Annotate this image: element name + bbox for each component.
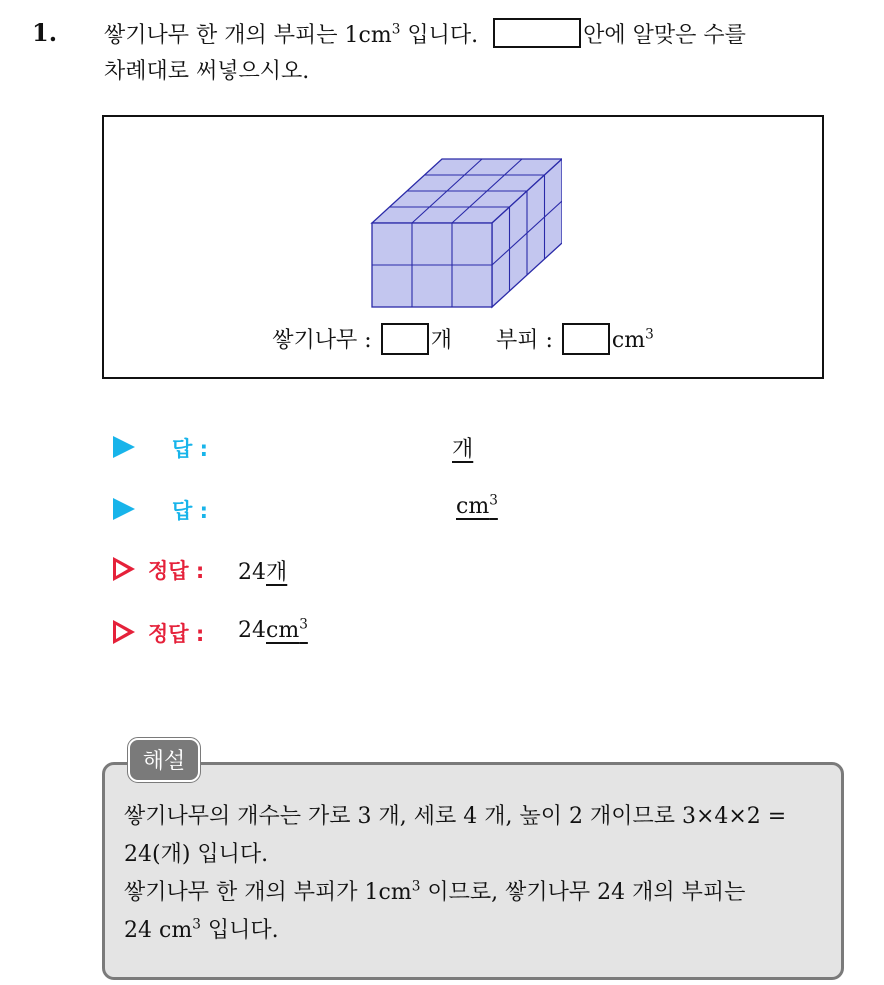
- volume-label: 부피 :: [495, 328, 553, 353]
- explanation-tag: 해설: [128, 738, 200, 782]
- answer-unit: [456, 494, 498, 519]
- question-text-line2: 차례대로 써넣으시오.: [104, 59, 310, 84]
- answer-unit-exponent: 3: [489, 492, 498, 509]
- cube-count-box: [381, 323, 429, 355]
- correct-label: 정답 :: [148, 622, 205, 646]
- blank-box: [493, 18, 581, 48]
- answer-label: 답 :: [172, 437, 208, 461]
- answer-unit-text: 개: [452, 437, 474, 462]
- correct-value: [238, 555, 287, 586]
- correct-label: 정답 :: [148, 559, 205, 583]
- explanation-text: [124, 798, 834, 950]
- unit-exponent: 3: [391, 21, 401, 38]
- correct-unit: cm: [266, 618, 300, 643]
- explanation-line: 24(개) 입니다.: [124, 842, 269, 867]
- explanation-line: 입니다.: [200, 918, 279, 943]
- answer-arrow-icon: [113, 436, 135, 458]
- stacked-cubes-figure: [362, 137, 562, 312]
- question-text-part: 쌓기나무 한 개의 부피는 1: [104, 23, 359, 48]
- answer-unit: [452, 432, 473, 463]
- volume-box: [562, 323, 610, 355]
- answer-arrow-icon: [113, 498, 135, 520]
- explanation-line: 쌓기나무의 개수는 가로 3 개, 세로 4 개, 높이 2 개이므로 3×4×2 =: [124, 804, 787, 829]
- correct-unit-exponent: 3: [299, 616, 308, 633]
- explanation-line: 쌓기나무 한 개의 부피가 1: [124, 880, 379, 905]
- question-text-part: 입니다.: [400, 23, 479, 48]
- question-text: [104, 18, 864, 90]
- correct-number: 24: [238, 560, 266, 585]
- figure-box: [102, 115, 824, 379]
- explanation-line: 24: [124, 918, 152, 943]
- question-number: 1.: [32, 18, 58, 47]
- correct-number: 24: [238, 618, 266, 643]
- unit-cm: cm: [159, 918, 193, 943]
- explanation-line: 이므로, 쌓기나무 24 개의 부피는: [420, 880, 746, 905]
- unit-cm: cm: [378, 880, 412, 905]
- question-text-part: 안에 알맞은 수를: [583, 23, 746, 48]
- cube-count-label: 쌓기나무 :: [272, 328, 372, 353]
- correct-unit: 개: [266, 560, 288, 585]
- unit-cm: cm: [358, 23, 392, 48]
- unit-exponent: 3: [411, 878, 421, 895]
- figure-labels: [104, 323, 822, 355]
- volume-unit: cm: [611, 328, 646, 353]
- cube-group: [372, 159, 562, 307]
- volume-unit-exponent: 3: [645, 326, 654, 343]
- answer-label: 답 :: [172, 499, 208, 523]
- answer-unit-text: cm: [456, 494, 490, 519]
- correct-value: [238, 618, 308, 643]
- cube-count-unit: 개: [430, 328, 452, 353]
- correct-arrow-icon: [113, 557, 135, 581]
- correct-arrow-icon: [113, 620, 135, 644]
- unit-exponent: 3: [192, 916, 201, 933]
